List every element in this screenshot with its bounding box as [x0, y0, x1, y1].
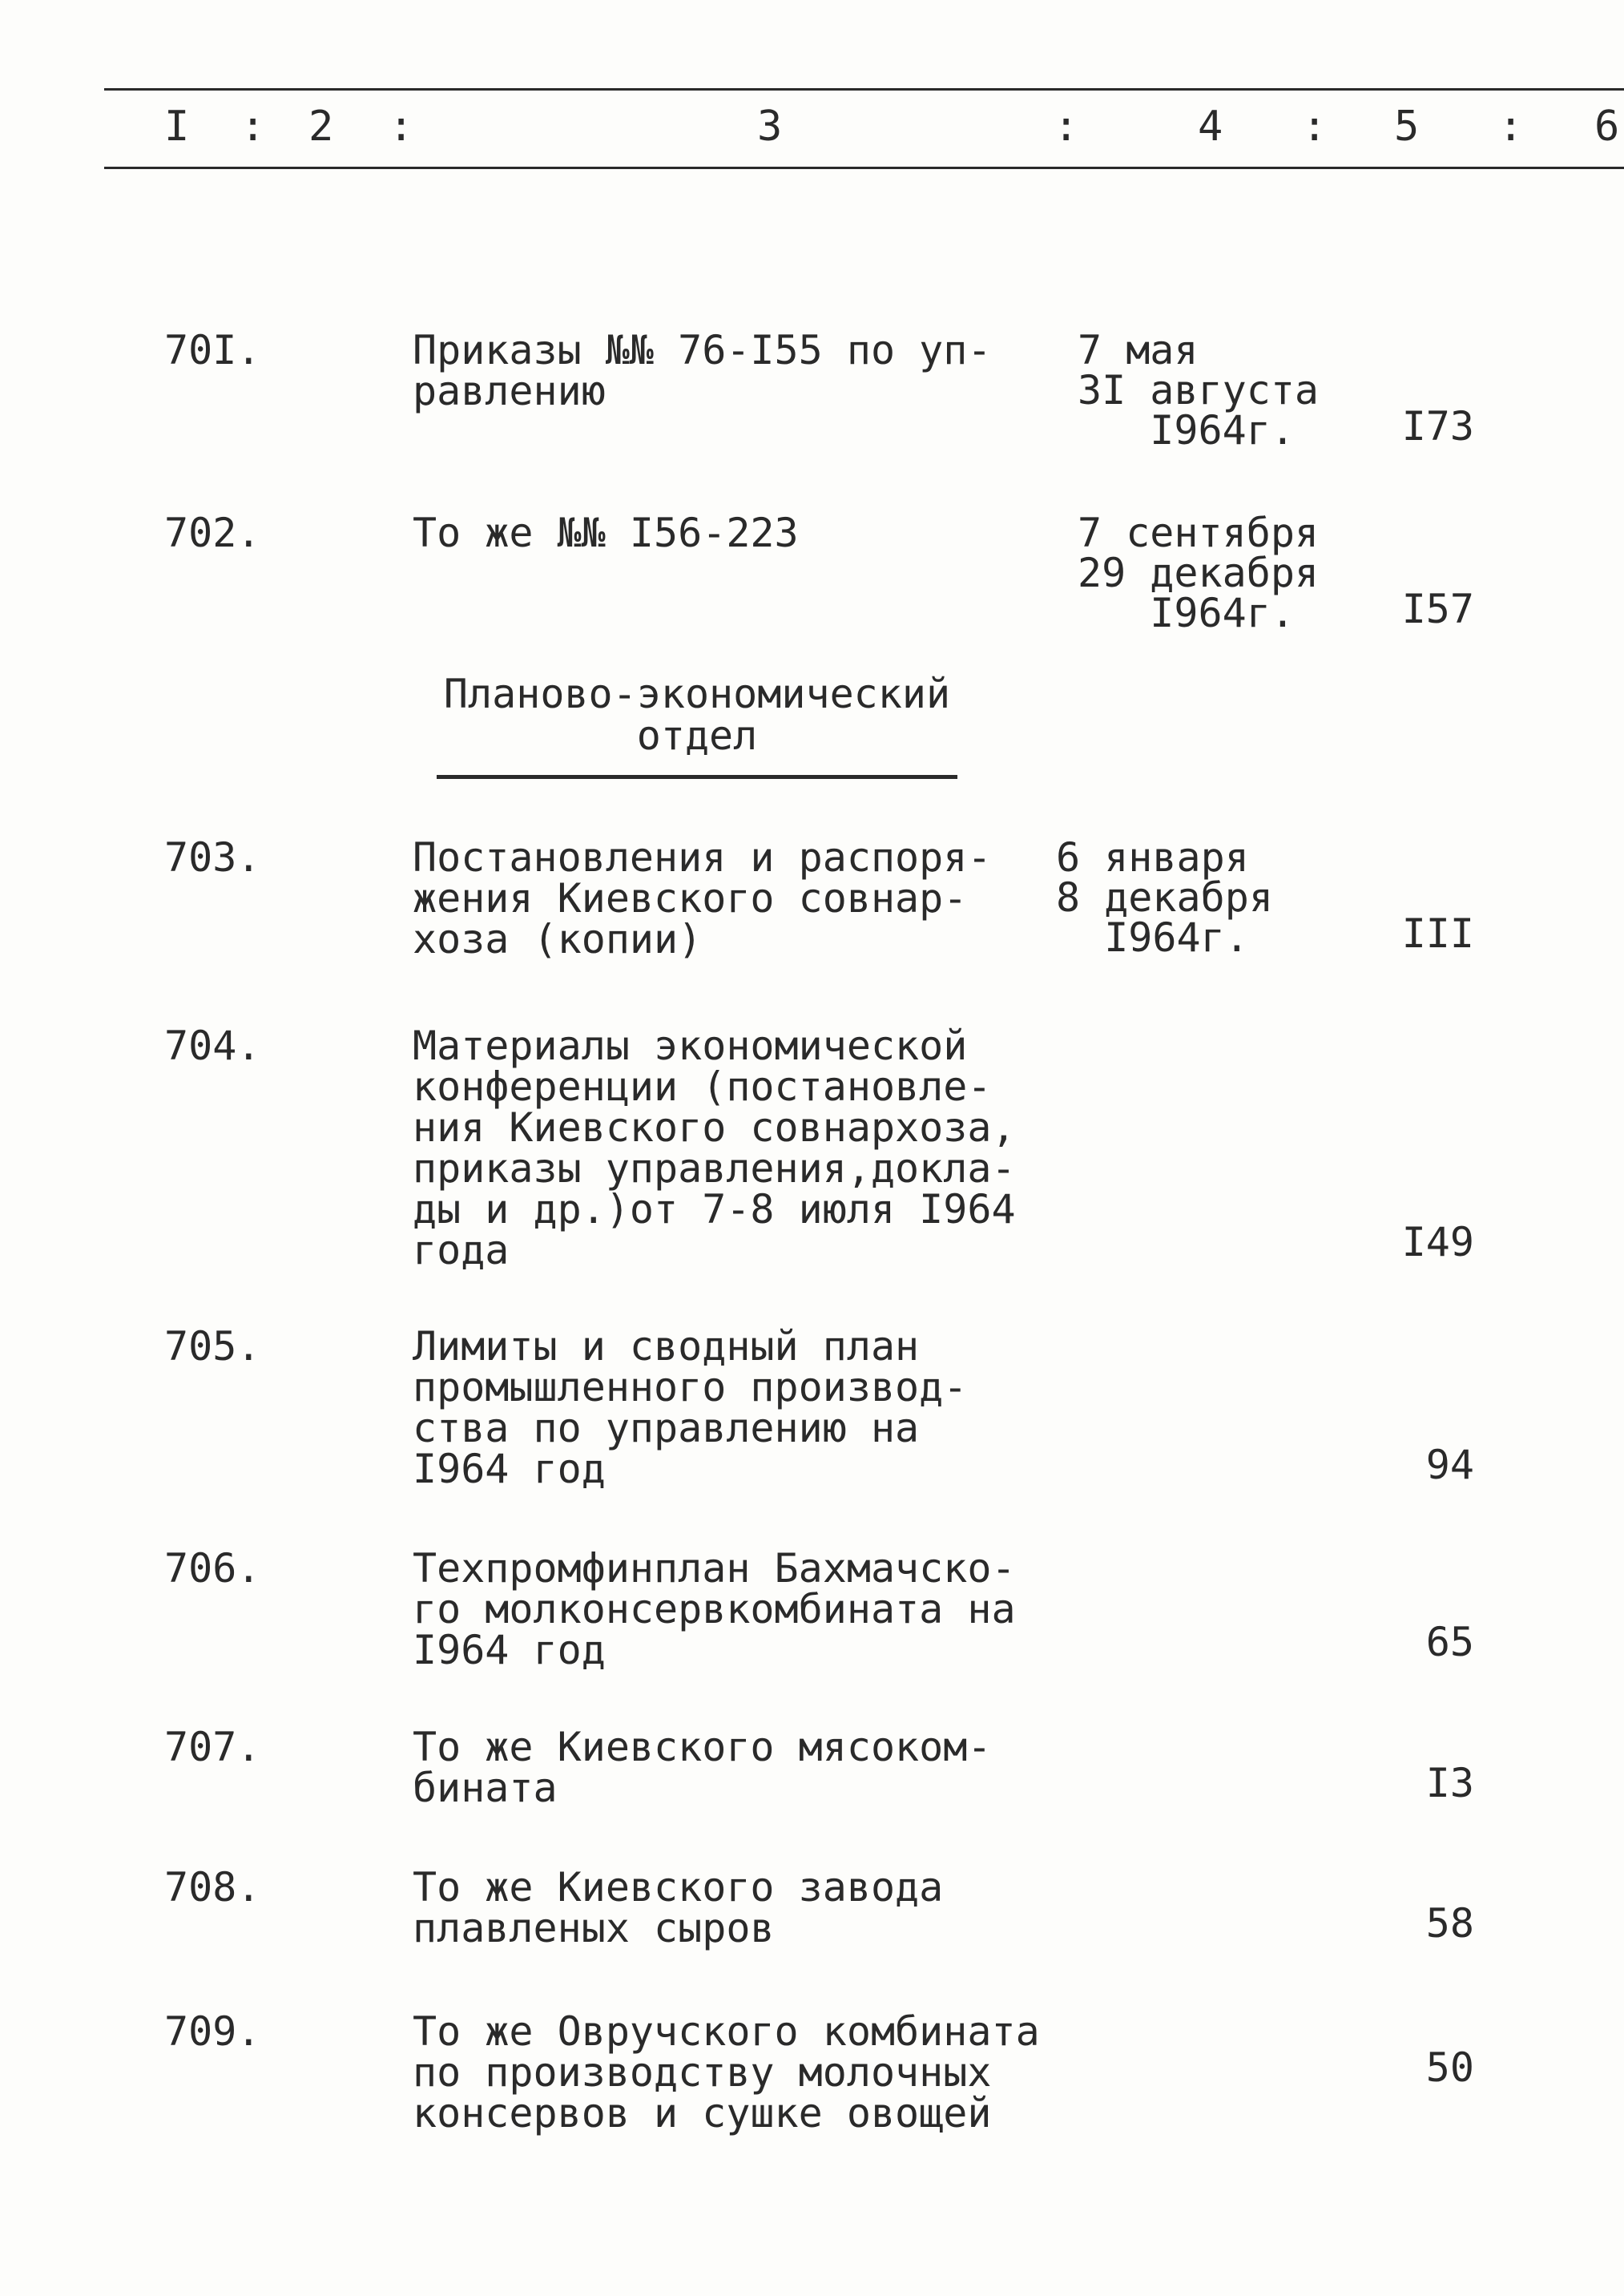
column-separator: : — [389, 103, 414, 151]
entry-dates: 7 мая 3I августа I964г. — [1078, 327, 1320, 454]
entry-title: Постановления и распоря- жения Киевского совнар- хоза (копии) — [413, 834, 992, 962]
entry-sheet-count: 58 — [1425, 1900, 1474, 1947]
entry-sheet-count: III — [1401, 910, 1474, 957]
entry-sheet-count: I57 — [1401, 586, 1474, 632]
entry-dates: 6 января 8 декабря I964г. — [1056, 834, 1273, 961]
entry-title: Техпромфинплан Бахмачско- го молконсервкомбината на I964 год — [413, 1545, 1016, 1673]
column-separator: : — [1302, 103, 1328, 151]
entry-sheet-count: I3 — [1425, 1760, 1474, 1806]
entry-number: 703. — [164, 834, 261, 881]
header-top-rule — [104, 88, 1624, 91]
entry-title: То же Киевского мясоком- бината — [413, 1724, 992, 1811]
column-header-5: 5 — [1394, 103, 1420, 151]
entry-number: 707. — [164, 1724, 261, 1770]
entry-title: Приказы №№ 76-I55 по уп- равлению — [413, 327, 992, 414]
entry-sheet-count: 94 — [1425, 1442, 1474, 1488]
header-bottom-rule — [104, 167, 1624, 169]
entry-sheet-count: I73 — [1401, 403, 1474, 450]
entry-title: Лимиты и сводный план промышленного производ- ства по управлению на I964 год — [413, 1323, 968, 1492]
column-separator: : — [1054, 103, 1079, 151]
entry-title: Материалы экономической конференции (постановле- ния Киевского совнархоза, приказы управления,докла- ды и др.)от 7-8 июля I964 года — [413, 1023, 1016, 1273]
entry-title: То же Овручского комбината по производству молочных консервов и сушке овощей — [413, 2008, 1040, 2137]
column-header-6: 6 — [1594, 103, 1620, 151]
entry-number: 70I. — [164, 327, 261, 373]
entry-number: 704. — [164, 1023, 261, 1069]
column-header-3: 3 — [757, 103, 783, 151]
section-underline — [437, 775, 957, 779]
section-heading: Планово-экономический отдел — [443, 671, 951, 759]
column-header-4: 4 — [1198, 103, 1223, 151]
entry-number: 705. — [164, 1323, 261, 1370]
column-header-1: I — [164, 103, 190, 151]
entry-number: 708. — [164, 1864, 261, 1911]
column-separator: : — [240, 103, 266, 151]
column-separator: : — [1498, 103, 1524, 151]
column-header-2: 2 — [308, 103, 334, 151]
entry-sheet-count: 65 — [1425, 1619, 1474, 1665]
entry-title: То же Киевского завода плавленых сыров — [413, 1864, 944, 1951]
entry-number: 702. — [164, 510, 261, 556]
entry-sheet-count: I49 — [1401, 1219, 1474, 1265]
entry-title: То же №№ I56-223 — [413, 510, 799, 556]
entry-number: 709. — [164, 2008, 261, 2055]
entry-number: 706. — [164, 1545, 261, 1592]
entry-dates: 7 сентября 29 декабря I964г. — [1078, 510, 1320, 636]
entry-sheet-count: 50 — [1425, 2044, 1474, 2091]
